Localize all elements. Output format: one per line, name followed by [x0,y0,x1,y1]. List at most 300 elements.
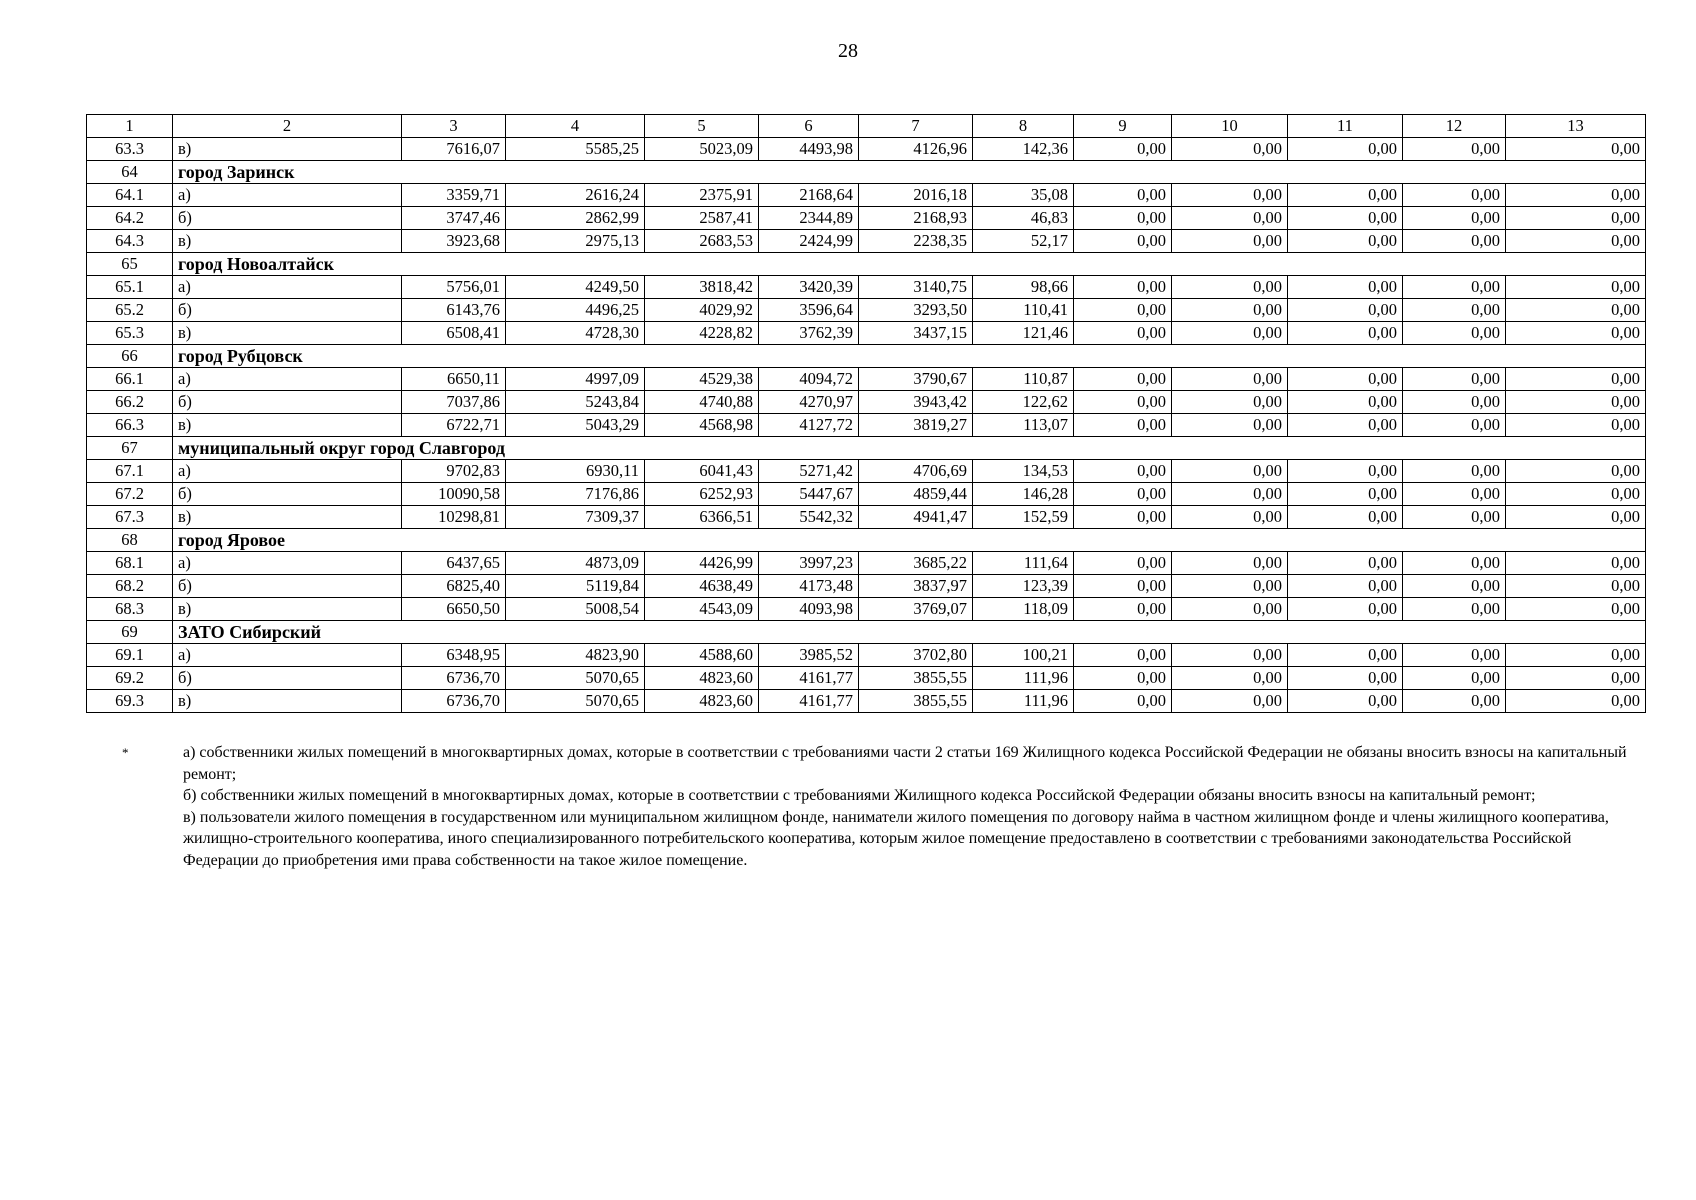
value-cell: 5447,67 [759,483,859,506]
value-cell: 0,00 [1506,690,1646,713]
value-cell: 2683,53 [645,230,759,253]
value-cell: 100,21 [973,644,1074,667]
column-header: 10 [1172,115,1288,138]
row-number: 66.1 [87,368,173,391]
section-title: город Яровое [173,529,1646,552]
value-cell: 4173,48 [759,575,859,598]
value-cell: 113,07 [973,414,1074,437]
value-cell: 0,00 [1074,575,1172,598]
value-cell: 0,00 [1074,506,1172,529]
value-cell: 146,28 [973,483,1074,506]
value-cell: 6930,11 [506,460,645,483]
footnote-item-b: б) собственники жилых помещений в многоквартирных домах, которые в соответствии с требованиями Жилищного кодекса Российской Федерации обязаны вносить взносы на капитальный ремонт; [183,787,1536,804]
value-cell: 122,62 [973,391,1074,414]
value-cell: 4127,72 [759,414,859,437]
section-title: ЗАТО Сибирский [173,621,1646,644]
value-cell: 0,00 [1074,138,1172,161]
value-cell: 4638,49 [645,575,759,598]
value-cell: 0,00 [1506,575,1646,598]
value-cell: 0,00 [1506,230,1646,253]
value-cell: 3762,39 [759,322,859,345]
value-cell: 2587,41 [645,207,759,230]
value-cell: 4249,50 [506,276,645,299]
value-cell: 4859,44 [859,483,973,506]
value-cell: 0,00 [1506,483,1646,506]
value-cell: 110,41 [973,299,1074,322]
value-cell: 0,00 [1506,460,1646,483]
column-header: 8 [973,115,1074,138]
category-label: б) [173,207,402,230]
category-label: в) [173,322,402,345]
value-cell: 0,00 [1172,575,1288,598]
category-label: а) [173,460,402,483]
value-cell: 0,00 [1506,322,1646,345]
value-cell: 0,00 [1288,138,1403,161]
value-cell: 5542,32 [759,506,859,529]
value-cell: 4496,25 [506,299,645,322]
value-cell: 0,00 [1172,552,1288,575]
value-cell: 10298,81 [402,506,506,529]
value-cell: 7309,37 [506,506,645,529]
value-cell: 4588,60 [645,644,759,667]
value-cell: 0,00 [1288,575,1403,598]
value-cell: 2344,89 [759,207,859,230]
value-cell: 3702,80 [859,644,973,667]
value-cell: 3923,68 [402,230,506,253]
value-cell: 0,00 [1074,644,1172,667]
value-cell: 3420,39 [759,276,859,299]
value-cell: 2616,24 [506,184,645,207]
value-cell: 6650,50 [402,598,506,621]
value-cell: 0,00 [1288,207,1403,230]
value-cell: 4426,99 [645,552,759,575]
table-row [87,230,1646,253]
category-label: а) [173,184,402,207]
value-cell: 4161,77 [759,667,859,690]
value-cell: 0,00 [1403,391,1506,414]
value-cell: 3855,55 [859,667,973,690]
value-cell: 0,00 [1288,506,1403,529]
value-cell: 3437,15 [859,322,973,345]
table-row [87,667,1646,690]
value-cell: 3359,71 [402,184,506,207]
value-cell: 2375,91 [645,184,759,207]
value-cell: 0,00 [1288,690,1403,713]
value-cell: 4543,09 [645,598,759,621]
value-cell: 5070,65 [506,667,645,690]
value-cell: 0,00 [1403,184,1506,207]
table-row [87,414,1646,437]
value-cell: 4228,82 [645,322,759,345]
value-cell: 2975,13 [506,230,645,253]
value-cell: 0,00 [1172,368,1288,391]
value-cell: 6825,40 [402,575,506,598]
value-cell: 4873,09 [506,552,645,575]
value-cell: 0,00 [1506,207,1646,230]
value-cell: 6366,51 [645,506,759,529]
value-cell: 2862,99 [506,207,645,230]
value-cell: 0,00 [1403,230,1506,253]
value-cell: 6736,70 [402,690,506,713]
value-cell: 0,00 [1074,552,1172,575]
value-cell: 0,00 [1288,483,1403,506]
page-number: 28 [838,40,858,62]
section-row [87,161,1646,184]
value-cell: 4270,97 [759,391,859,414]
row-number: 65.2 [87,299,173,322]
value-cell: 0,00 [1288,276,1403,299]
value-cell: 0,00 [1403,460,1506,483]
value-cell: 4740,88 [645,391,759,414]
value-cell: 134,53 [973,460,1074,483]
value-cell: 0,00 [1506,184,1646,207]
table-row [87,506,1646,529]
value-cell: 6722,71 [402,414,506,437]
column-header: 3 [402,115,506,138]
value-cell: 0,00 [1172,598,1288,621]
value-cell: 0,00 [1506,368,1646,391]
category-label: б) [173,483,402,506]
row-number: 67.1 [87,460,173,483]
section-row [87,253,1646,276]
value-cell: 7616,07 [402,138,506,161]
value-cell: 0,00 [1403,414,1506,437]
section-row [87,529,1646,552]
footnote-marker: * [122,745,129,760]
value-cell: 0,00 [1172,391,1288,414]
value-cell: 7176,86 [506,483,645,506]
row-number: 69.3 [87,690,173,713]
value-cell: 0,00 [1172,690,1288,713]
value-cell: 5043,29 [506,414,645,437]
category-label: а) [173,276,402,299]
table-row [87,322,1646,345]
value-cell: 0,00 [1172,276,1288,299]
value-cell: 3685,22 [859,552,973,575]
value-cell: 0,00 [1403,575,1506,598]
value-cell: 4493,98 [759,138,859,161]
value-cell: 6252,93 [645,483,759,506]
value-cell: 0,00 [1506,667,1646,690]
value-cell: 4161,77 [759,690,859,713]
category-label: в) [173,414,402,437]
row-number: 65 [87,253,173,276]
category-label: в) [173,598,402,621]
value-cell: 3837,97 [859,575,973,598]
category-label: а) [173,368,402,391]
row-number: 64.1 [87,184,173,207]
value-cell: 3596,64 [759,299,859,322]
value-cell: 3997,23 [759,552,859,575]
table-row [87,276,1646,299]
row-number: 65.1 [87,276,173,299]
value-cell: 5585,25 [506,138,645,161]
value-cell: 0,00 [1403,552,1506,575]
column-header: 6 [759,115,859,138]
value-cell: 0,00 [1172,138,1288,161]
value-cell: 0,00 [1288,598,1403,621]
category-label: а) [173,644,402,667]
table-body [87,115,1646,713]
value-cell: 6348,95 [402,644,506,667]
value-cell: 6437,65 [402,552,506,575]
value-cell: 0,00 [1288,552,1403,575]
table-row [87,460,1646,483]
value-cell: 118,09 [973,598,1074,621]
value-cell: 10090,58 [402,483,506,506]
value-cell: 7037,86 [402,391,506,414]
value-cell: 0,00 [1403,644,1506,667]
row-number: 64.2 [87,207,173,230]
row-number: 69 [87,621,173,644]
footnote-text [183,742,1633,871]
value-cell: 0,00 [1074,460,1172,483]
value-cell: 3855,55 [859,690,973,713]
row-number: 68 [87,529,173,552]
value-cell: 3790,67 [859,368,973,391]
column-header: 11 [1288,115,1403,138]
section-title: город Заринск [173,161,1646,184]
value-cell: 0,00 [1074,368,1172,391]
value-cell: 4706,69 [859,460,973,483]
value-cell: 5023,09 [645,138,759,161]
row-number: 64 [87,161,173,184]
value-cell: 0,00 [1288,230,1403,253]
value-cell: 4728,30 [506,322,645,345]
value-cell: 6508,41 [402,322,506,345]
row-number: 68.1 [87,552,173,575]
value-cell: 0,00 [1172,322,1288,345]
value-cell: 6650,11 [402,368,506,391]
section-title: город Рубцовск [173,345,1646,368]
value-cell: 0,00 [1506,299,1646,322]
value-cell: 3140,75 [859,276,973,299]
value-cell: 0,00 [1172,184,1288,207]
value-cell: 4529,38 [645,368,759,391]
value-cell: 0,00 [1172,667,1288,690]
row-number: 67.2 [87,483,173,506]
value-cell: 3769,07 [859,598,973,621]
value-cell: 2238,35 [859,230,973,253]
table-row [87,690,1646,713]
value-cell: 5243,84 [506,391,645,414]
value-cell: 0,00 [1403,299,1506,322]
value-cell: 3747,46 [402,207,506,230]
value-cell: 0,00 [1074,414,1172,437]
value-cell: 0,00 [1403,276,1506,299]
value-cell: 4126,96 [859,138,973,161]
value-cell: 3985,52 [759,644,859,667]
value-cell: 0,00 [1074,391,1172,414]
value-cell: 5271,42 [759,460,859,483]
category-label: в) [173,690,402,713]
row-number: 67 [87,437,173,460]
value-cell: 5070,65 [506,690,645,713]
value-cell: 0,00 [1074,322,1172,345]
column-header: 9 [1074,115,1172,138]
value-cell: 3943,42 [859,391,973,414]
section-row [87,621,1646,644]
value-cell: 4997,09 [506,368,645,391]
value-cell: 0,00 [1403,506,1506,529]
value-cell: 123,39 [973,575,1074,598]
section-row [87,345,1646,368]
value-cell: 2424,99 [759,230,859,253]
value-cell: 0,00 [1074,184,1172,207]
tariff-table [86,114,1646,713]
value-cell: 0,00 [1172,644,1288,667]
value-cell: 0,00 [1074,276,1172,299]
table-row [87,207,1646,230]
value-cell: 4568,98 [645,414,759,437]
row-number: 69.1 [87,644,173,667]
value-cell: 0,00 [1172,483,1288,506]
value-cell: 4029,92 [645,299,759,322]
value-cell: 0,00 [1172,207,1288,230]
value-cell: 46,83 [973,207,1074,230]
value-cell: 0,00 [1288,322,1403,345]
value-cell: 6736,70 [402,667,506,690]
row-number: 63.3 [87,138,173,161]
section-title: муниципальный округ город Славгород [173,437,1646,460]
value-cell: 2016,18 [859,184,973,207]
column-header: 5 [645,115,759,138]
value-cell: 111,96 [973,667,1074,690]
value-cell: 6143,76 [402,299,506,322]
value-cell: 0,00 [1172,460,1288,483]
value-cell: 9702,83 [402,460,506,483]
row-number: 64.3 [87,230,173,253]
row-number: 66 [87,345,173,368]
value-cell: 4941,47 [859,506,973,529]
value-cell: 0,00 [1074,207,1172,230]
value-cell: 3819,27 [859,414,973,437]
row-number: 67.3 [87,506,173,529]
category-label: б) [173,575,402,598]
value-cell: 142,36 [973,138,1074,161]
table-row [87,184,1646,207]
value-cell: 0,00 [1288,644,1403,667]
value-cell: 0,00 [1172,299,1288,322]
row-number: 69.2 [87,667,173,690]
value-cell: 0,00 [1288,299,1403,322]
value-cell: 0,00 [1074,483,1172,506]
value-cell: 3293,50 [859,299,973,322]
value-cell: 0,00 [1506,598,1646,621]
value-cell: 2168,64 [759,184,859,207]
value-cell: 5756,01 [402,276,506,299]
value-cell: 52,17 [973,230,1074,253]
value-cell: 0,00 [1288,460,1403,483]
row-number: 68.3 [87,598,173,621]
row-number: 68.2 [87,575,173,598]
footnote [86,742,1646,871]
table-row [87,552,1646,575]
footnote-item-c: в) пользователи жилого помещения в государственном или муниципальном жилищном фонде, наниматели жилого помещения по договору найма в частном жилищном фонде и члены жилищного кооператива, жилищно-строительного кооператива, иного специализированного потребительского кооператива, которым жилое помещение предоставлено в соответствии с требованиями законодательства Российской Федерации до приобретения ими права собственности на такое жилое помещение. [183,808,1609,869]
value-cell: 0,00 [1074,299,1172,322]
value-cell: 110,87 [973,368,1074,391]
value-cell: 0,00 [1403,322,1506,345]
value-cell: 111,96 [973,690,1074,713]
value-cell: 0,00 [1403,598,1506,621]
value-cell: 5119,84 [506,575,645,598]
column-header: 1 [87,115,173,138]
value-cell: 6041,43 [645,460,759,483]
value-cell: 0,00 [1074,690,1172,713]
value-cell: 0,00 [1403,667,1506,690]
value-cell: 98,66 [973,276,1074,299]
value-cell: 0,00 [1172,230,1288,253]
value-cell: 0,00 [1172,414,1288,437]
value-cell: 0,00 [1403,207,1506,230]
value-cell: 0,00 [1074,667,1172,690]
footnote-item-a: а) собственники жилых помещений в многоквартирных домах, которые в соответствии с требованиями части 2 статьи 169 Жилищного кодекса Российской Федерации не обязаны вносить взносы на капитальный ремонт; [183,744,1627,783]
category-label: б) [173,299,402,322]
category-label: б) [173,391,402,414]
value-cell: 0,00 [1288,667,1403,690]
row-number: 65.3 [87,322,173,345]
value-cell: 0,00 [1288,184,1403,207]
category-label: а) [173,552,402,575]
value-cell: 0,00 [1403,138,1506,161]
category-label: в) [173,506,402,529]
table-row [87,575,1646,598]
table-row [87,391,1646,414]
value-cell: 5008,54 [506,598,645,621]
header-row [87,115,1646,138]
value-cell: 0,00 [1288,391,1403,414]
value-cell: 0,00 [1403,483,1506,506]
value-cell: 4823,60 [645,667,759,690]
column-header: 4 [506,115,645,138]
row-number: 66.3 [87,414,173,437]
category-label: б) [173,667,402,690]
value-cell: 0,00 [1506,414,1646,437]
column-header: 12 [1403,115,1506,138]
value-cell: 4094,72 [759,368,859,391]
table-row [87,644,1646,667]
value-cell: 2168,93 [859,207,973,230]
value-cell: 0,00 [1506,276,1646,299]
value-cell: 0,00 [1288,414,1403,437]
value-cell: 3818,42 [645,276,759,299]
value-cell: 0,00 [1074,230,1172,253]
value-cell: 0,00 [1506,138,1646,161]
table-row [87,483,1646,506]
row-number: 66.2 [87,391,173,414]
table-row [87,299,1646,322]
value-cell: 0,00 [1506,644,1646,667]
value-cell: 0,00 [1403,368,1506,391]
column-header: 13 [1506,115,1646,138]
value-cell: 121,46 [973,322,1074,345]
column-header: 7 [859,115,973,138]
value-cell: 0,00 [1403,690,1506,713]
value-cell: 0,00 [1506,391,1646,414]
value-cell: 0,00 [1288,368,1403,391]
value-cell: 152,59 [973,506,1074,529]
table-row [87,368,1646,391]
value-cell: 4823,90 [506,644,645,667]
value-cell: 4093,98 [759,598,859,621]
category-label: в) [173,138,402,161]
value-cell: 0,00 [1506,506,1646,529]
section-row [87,437,1646,460]
value-cell: 0,00 [1172,506,1288,529]
column-header: 2 [173,115,402,138]
value-cell: 0,00 [1506,552,1646,575]
table-row [87,138,1646,161]
